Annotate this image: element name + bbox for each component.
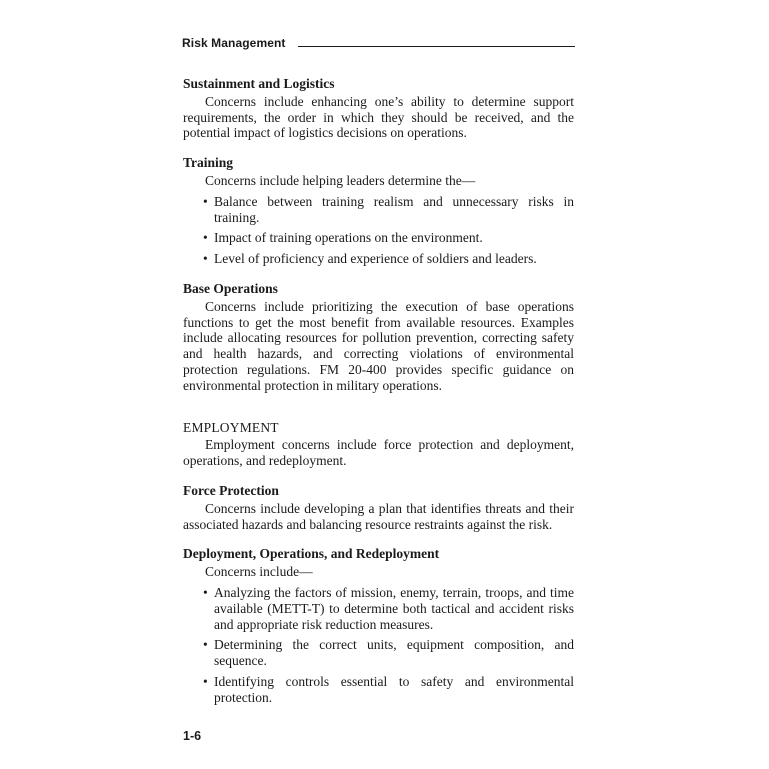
section-lead: Concerns include helping leaders determine the—: [205, 172, 476, 188]
section-deployment: [183, 546, 574, 705]
section-heading: Deployment, Operations, and Redeployment: [183, 546, 440, 562]
list-item: [183, 674, 574, 706]
bullet-glyph: •: [203, 584, 208, 600]
section-heading: Base Operations: [183, 280, 278, 296]
section-base-operations: [183, 281, 574, 394]
list-item: [183, 230, 574, 246]
list-item-text: Identifying controls essential to safety and environmental protection.: [214, 673, 574, 705]
list-item: [183, 637, 574, 669]
bullet-glyph: •: [203, 251, 208, 267]
bullet-glyph: •: [203, 193, 208, 209]
section-heading: Sustainment and Logistics: [183, 76, 335, 91]
section-paragraph: Employment concerns include force protection and deployment, operations, and redeployment.: [183, 437, 574, 469]
list-item-text: Balance between training realism and unnecessary risks in training.: [214, 193, 574, 225]
running-header: [182, 36, 575, 50]
list-item-text: Level of proficiency and experience of soldiers and leaders.: [214, 251, 537, 267]
section-lead: Concerns include—: [205, 564, 313, 580]
section-sustainment-logistics: [183, 76, 574, 141]
bullet-glyph: •: [203, 637, 208, 653]
header-title: Risk Management: [182, 36, 286, 50]
header-rule: [298, 46, 575, 47]
list-item: [183, 585, 574, 632]
list-item-text: Determining the correct units, equipment composition, and sequence.: [214, 637, 574, 669]
section-employment: [183, 420, 574, 469]
section-heading: Force Protection: [183, 482, 279, 498]
section-paragraph: Concerns include enhancing one’s ability to determine support requirements, the order in which they should be received, and the potential impact of logistics decisions on operations.: [183, 93, 574, 141]
page-content: [183, 76, 574, 706]
bullet-glyph: •: [203, 673, 208, 689]
list-item: [183, 251, 574, 267]
bullet-glyph: •: [203, 230, 208, 246]
section-force-protection: [183, 483, 574, 532]
section-training: [183, 155, 574, 267]
page-number: 1-6: [183, 729, 202, 743]
section-paragraph: Concerns include developing a plan that identifies threats and their associated hazards and balancing resource restraints against the risk.: [183, 500, 574, 532]
major-heading: EMPLOYMENT: [183, 419, 279, 435]
list-item-text: Analyzing the factors of mission, enemy, terrain, troops, and time available (METT-T) to determine both tactical and accident risks and appropriate risk reduction measures.: [214, 584, 574, 632]
list-item: [183, 194, 574, 226]
list-item-text: Impact of training operations on the environment.: [214, 230, 483, 246]
section-paragraph: Concerns include prioritizing the execution of base operations functions to get the most benefit from available resources. Examples include allocating resources for pollution prevention, correcting safety and health hazards, and correcting violations of environmental protection regulations. FM 20-400 provides specific guidance on environmental protection in military operations.: [183, 298, 574, 393]
section-heading: Training: [183, 155, 234, 171]
bullet-list: [183, 194, 574, 267]
bullet-list: [183, 585, 574, 706]
